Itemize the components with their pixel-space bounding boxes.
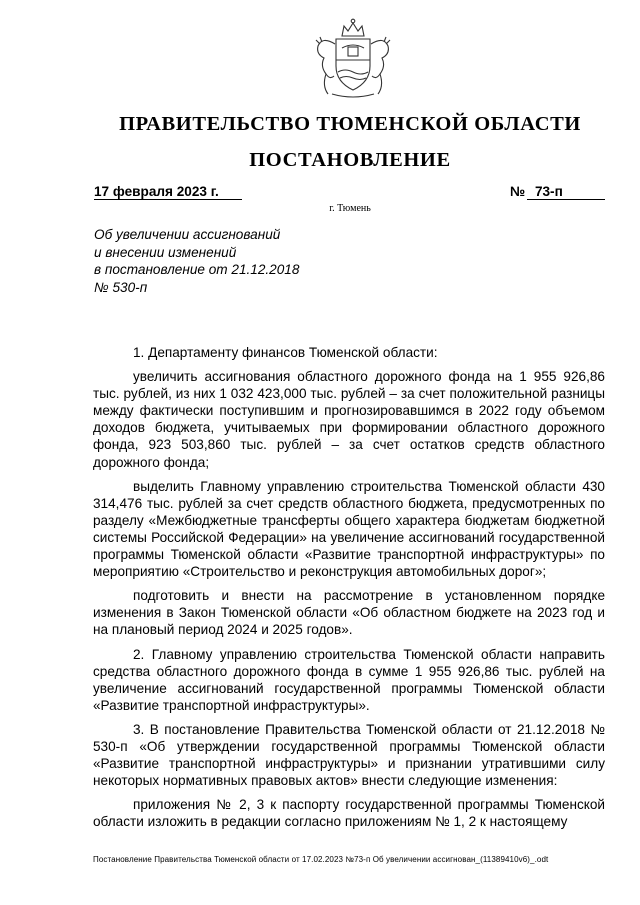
- paragraph-7: приложения № 2, 3 к паспорту государственной программы Тюменской области изложить в редакции согласно приложениям № 1, 2 к настоящему: [93, 797, 605, 830]
- government-title: ПРАВИТЕЛЬСТВО ТЮМЕНСКОЙ ОБЛАСТИ: [119, 113, 581, 135]
- paragraph-5: 2. Главному управлению строительства Тюменской области направить средства областного дорожного фонда в сумме 1 955 926,86 тыс. рублей на увеличение ассигнований государственной программы Тюменской области «Развитие транспортной инфраструктуры».: [93, 646, 605, 713]
- subject-line: Об увеличении ассигнований: [94, 227, 281, 242]
- document-subject: [94, 226, 299, 296]
- paragraph-4: подготовить и внести на рассмотрение в установленном порядке изменения в Закон Тюменской области «Об областном бюджете на 2023 год и на плановый период 2024 и 2025 годов».: [93, 588, 605, 638]
- number-sign: №: [510, 184, 526, 199]
- file-footer: Постановление Правительства Тюменской области от 17.02.2023 №73-п Об увеличении ассигнован_(11389410v6)_.odt: [93, 855, 549, 864]
- paragraph-3: выделить Главному управлению строительства Тюменской области 430 314,476 тыс. рублей за счет средств областного бюджета, предусмотренных по разделу «Межбюджетные трансферты общего характера бюджетам бюджетной системы Российской Федерации» на увеличение ассигнований государственной программы Тюменской области «Развитие транспортной инфраструктуры» по мероприятию «Строительство и реконструкция автомобильных дорог»;: [93, 478, 605, 580]
- paragraph-2: увеличить ассигнования областного дорожного фонда на 1 955 926,86 тыс. рублей, из них 1 032 423,000 тыс. рублей – за счет положительной разницы между фактически поступившим и прогнозировавшимся в 2022 году объемом доходов бюджета, учитываемых при формировании областного дорожного фонда, 923 503,860 тыс. рублей – за счет остатков средств областного дорожного фонда;: [93, 369, 605, 470]
- date-underline: [94, 199, 242, 200]
- number-underline: [527, 199, 605, 200]
- document-number: [510, 184, 563, 199]
- city-label: г. Тюмень: [329, 203, 371, 214]
- paragraph-1: 1. Департаменту финансов Тюменской области:: [133, 345, 438, 360]
- coat-of-arms-icon: [298, 14, 408, 104]
- document-type-heading: ПОСТАНОВЛЕНИЕ: [249, 149, 451, 171]
- number-value: 73-п: [534, 184, 563, 199]
- paragraph-6: 3. В постановление Правительства Тюменской области от 21.12.2018 № 530-п «Об утверждении государственной программы Тюменской области «Развитие транспортной инфраструктуры» и признании утратившими силу некоторых нормативных правовых актов» внести следующие изменения:: [93, 721, 605, 789]
- subject-line: и внесении изменений: [94, 244, 237, 260]
- subject-line: № 530-п: [94, 279, 148, 295]
- subject-line: в постановление от 21.12.2018: [94, 262, 300, 277]
- document-body: [93, 344, 605, 837]
- document-date: 17 февраля 2023 г.: [94, 184, 219, 199]
